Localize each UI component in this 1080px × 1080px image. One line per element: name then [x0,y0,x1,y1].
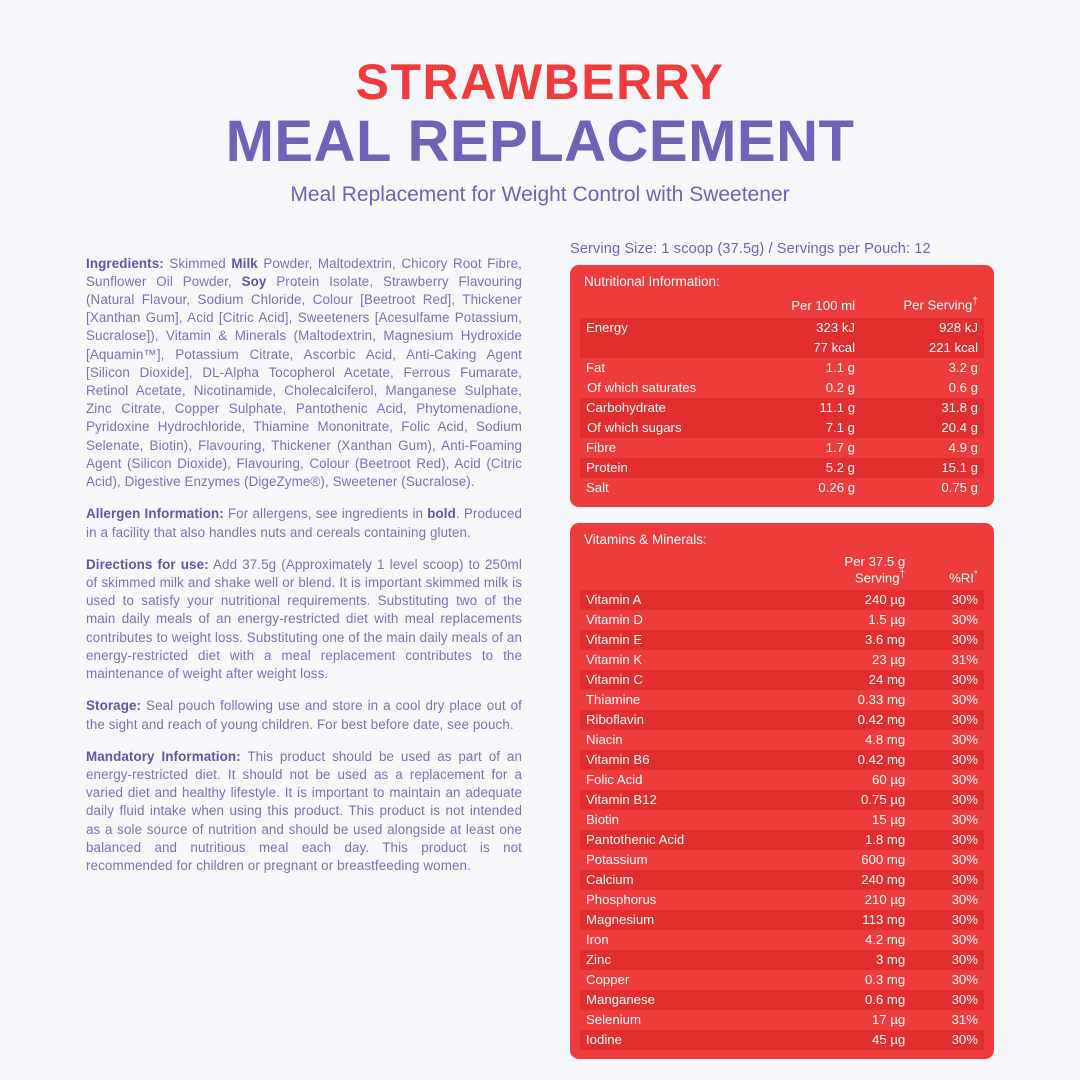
nutrient-name: Energy [580,318,753,338]
value-per-serving: 3.6 mg [790,630,911,650]
page-header [0,0,1080,207]
value-per-serving: 1.8 mg [790,830,911,850]
value-per-serving: 31.8 g [861,398,984,418]
table-header-row [580,552,984,590]
table-row [580,358,984,378]
value-per-serving: 0.33 mg [857,692,906,708]
table-row [580,830,984,850]
value-per-100ml: 77 kcal [753,338,861,358]
nutrient-name: Biotin [586,812,619,828]
column-header-name [580,552,790,590]
table-row [580,1010,984,1030]
table-row [580,730,984,750]
table-row [580,710,984,730]
nutrient-name: Of which saturates [587,380,697,396]
product-subtitle: Meal Replacement for Weight Control with Sweetener [290,183,790,207]
table-row [580,750,984,770]
table-row [580,378,984,398]
value-per-serving: 210 µg [864,892,906,908]
column-header-ri: %RI* [949,568,978,585]
value-per-serving: 24 mg [790,670,911,690]
left-column [86,241,522,889]
value-per-serving: 4.2 mg [864,932,906,948]
table-row [580,438,984,458]
storage-text: Seal pouch following use and store in a cool dry place out of the sight and reach of young children. For best before date, see pouch. [86,698,522,732]
value-ri-percent: 30% [951,692,978,708]
right-column [570,241,994,1075]
nutrient-name: Folic Acid [586,772,643,788]
table-row [580,1030,984,1050]
value-per-serving: 221 kcal [861,338,984,358]
table-row [580,790,984,810]
value-ri-percent: 30% [911,670,984,690]
value-per-serving: 3 mg [790,950,911,970]
value-per-serving: 20.4 g [861,418,984,438]
nutrient-name: Iodine [580,1030,790,1050]
nutritional-information-table [580,294,984,497]
mandatory-text: This product should be used as part of an energy-restricted diet. It should not be used as a replacement for a varied diet and healthy lifestyle. It is important to maintain an adequate daily fluid intake when using this product. This product is not intended as a sole source of nutrition and should be used alongside at least one balanced and nutritious meal each day. This product is not recommended for children or pregnant or breastfeeding women. [86,748,522,874]
allergen-paragraph [86,505,522,541]
value-ri-percent: 30% [911,950,984,970]
allergen-text: For allergens, see ingredients in bold. Produced in a facility that also handles nuts and cereals containing gluten. [86,506,523,540]
table-row [580,630,984,650]
mandatory-paragraph [86,748,522,876]
value-per-serving: 0.3 mg [864,972,906,988]
nutrient-name: Protein [580,458,753,478]
value-ri-percent: 30% [911,590,984,610]
value-ri-percent: 30% [951,892,978,908]
nutrient-name: Phosphorus [586,892,657,908]
column-header-per-serving: Per Serving† [903,296,978,313]
value-ri-percent: 30% [911,790,984,810]
nutrient-name: Vitamin K [586,652,643,668]
nutrient-name: Thiamine [586,692,641,708]
value-ri-percent: 30% [951,852,978,868]
directions-paragraph [86,556,522,684]
table-row [580,890,984,910]
table-row [580,458,984,478]
table-row [580,590,984,610]
table-row [580,770,984,790]
nutrient-name: Pantothenic Acid [580,830,790,850]
nutrient-name: Fibre [586,440,617,456]
nutrient-name: Manganese [580,990,790,1010]
table-row [580,690,984,710]
column-header-name [580,294,753,317]
table-header-row [580,294,984,317]
table-row [580,930,984,950]
nutrient-name: Vitamin D [586,612,643,628]
nutrient-name: Magnesium [580,910,790,930]
value-ri-percent: 30% [951,812,978,828]
table-row [580,910,984,930]
nutrient-name: Copper [586,972,630,988]
nutrient-name: Iron [586,932,609,948]
column-header-per-100ml: Per 100 ml [791,297,856,313]
value-per-serving: 15.1 g [861,458,984,478]
directions-text: Add 37.5g (Approximately 1 level scoop) to 250ml of skimmed milk and shake well or blend. It is important skimmed milk is used to satisfy your nutritional requirements. Substituting two of the main daily meals of an energy-restricted diet with meal replacements contributes to weight loss. Substituting one of the main daily meals of an energy-restricted diet with a meal replacement contributes to the maintenance of weight after weight loss. [86,556,522,682]
nutrient-name: Zinc [580,950,790,970]
product-name-title: MEAL REPLACEMENT [225,108,855,174]
directions-label: Directions for use: [86,556,209,572]
value-ri-percent: 30% [951,732,978,748]
table-row [580,870,984,890]
value-ri-percent: 30% [911,750,984,770]
table-row [580,850,984,870]
value-per-serving: 23 µg [872,652,906,668]
ingredients-paragraph [86,255,522,492]
mandatory-label: Mandatory Information: [86,748,241,764]
value-ri-percent: 31% [951,1012,978,1028]
nutrient-name: Vitamin E [580,630,790,650]
table-row [580,970,984,990]
nutrient-name: Vitamin B12 [580,790,790,810]
value-ri-percent: 30% [911,830,984,850]
table-row [580,670,984,690]
value-ri-percent: 30% [911,630,984,650]
nutrient-name: Fat [586,360,606,376]
value-per-100ml: 0.26 g [818,480,856,496]
value-ri-percent: 30% [951,772,978,788]
table-row [580,810,984,830]
value-per-serving: 0.6 g [948,380,978,396]
allergen-label: Allergen Information: [86,506,224,522]
value-per-100ml: 1.1 g [825,360,856,376]
table-row [580,478,984,498]
nutrient-name [580,338,753,358]
nutrient-name: Calcium [580,870,790,890]
nutritional-information-title: Nutritional Information: [584,274,720,290]
table-row [580,338,984,358]
table-row [580,610,984,630]
value-per-100ml: 1.7 g [825,440,856,456]
value-per-serving: 240 mg [790,870,911,890]
value-per-serving: 0.75 µg [790,790,911,810]
serving-size-line: Serving Size: 1 scoop (37.5g) / Servings per Pouch: 12 [570,241,931,258]
nutritional-table-body [580,318,984,498]
value-per-serving: 60 µg [872,772,906,788]
nutrient-name: Of which sugars [580,418,753,438]
value-per-serving: 240 µg [790,590,911,610]
table-row [580,418,984,438]
table-row [580,650,984,670]
storage-label: Storage: [86,698,142,714]
value-ri-percent: 30% [911,710,984,730]
nutrient-name: Carbohydrate [580,398,753,418]
table-row [580,950,984,970]
value-per-serving: 0.42 mg [790,750,911,770]
value-ri-percent: 30% [911,1030,984,1050]
nutrient-name: Salt [586,480,609,496]
value-per-serving: 15 µg [872,812,906,828]
value-per-100ml: 0.2 g [825,380,856,396]
value-ri-percent: 31% [951,652,978,668]
value-per-100ml: 323 kJ [753,318,861,338]
value-per-serving: 4.8 mg [864,732,906,748]
value-per-serving: 4.9 g [948,440,978,456]
value-per-serving: 928 kJ [861,318,984,338]
value-per-serving: 1.5 µg [868,612,906,628]
nutrient-name: Vitamin A [580,590,790,610]
nutrient-name: Riboflavin [580,710,790,730]
value-per-serving: 113 mg [790,910,911,930]
vitamins-minerals-panel [570,523,994,1059]
table-row [580,990,984,1010]
vitamins-minerals-table [580,552,984,1050]
nutrient-name: Potassium [586,852,648,868]
table-row [580,318,984,338]
vitamins-minerals-title: Vitamins & Minerals: [584,531,707,547]
content-columns [0,207,1080,1075]
ingredients-text: Skimmed Milk Powder, Maltodextrin, Chicory Root Fibre, Sunflower Oil Powder, Soy Protein Isolate, Strawberry Flavouring (Natural Flavour, Sodium Chloride, Colour [Beetroot Red], Thickener [Xanthan Gum], Acid [Citric Acid], Sweeteners [Acesulfame Potassium, Sucralose]), Vitamin & Minerals (Maltodextrin, Magnesium Hydroxide [Aquamin™], Potassium Citrate, Ascorbic Acid, Anti-Caking Agent [Silicon Dioxide], DL-Alpha Tocopherol Acetate, Ferrous Fumarate, Retinol Acetate, Nicotinamide, Cholecalciferol, Manganese Sulphate, Zinc Citrate, Copper Sulphate, Pantothenic Acid, Phytomenadione, Pyridoxine Hydrochloride, Thiamine Mononitrate, Folic Acid, Sodium Selenate, Biotin), Flavouring, Thickener (Xanthan Gum), Anti-Foaming Agent (Silicon Dioxide), Flavouring, Colour (Beetroot Red), Acid (Citric Acid), Digestive Enzymes (DigeZyme®), Sweetener (Sucralose). [86,255,523,490]
value-ri-percent: 30% [911,910,984,930]
product-flavour-title: STRAWBERRY [355,54,725,110]
value-per-serving: 45 µg [790,1030,911,1050]
column-header-per-serving: Per 37.5 g Serving† [844,553,906,585]
value-ri-percent: 30% [911,990,984,1010]
value-ri-percent: 30% [911,870,984,890]
ingredients-label: Ingredients: [86,255,164,271]
value-per-serving: 0.42 mg [790,710,911,730]
value-per-100ml: 7.1 g [753,418,861,438]
nutrient-name: Selenium [586,1012,641,1028]
value-ri-percent: 30% [951,932,978,948]
value-per-100ml: 11.1 g [753,398,861,418]
value-per-serving: 3.2 g [948,360,978,376]
value-per-100ml: 5.2 g [753,458,861,478]
value-per-serving: 17 µg [872,1012,906,1028]
value-ri-percent: 30% [951,612,978,628]
nutrient-name: Vitamin B6 [580,750,790,770]
value-ri-percent: 30% [951,972,978,988]
value-per-serving: 0.75 g [941,480,978,496]
storage-paragraph [86,697,522,733]
vitamins-table-body [580,590,984,1050]
nutritional-information-panel [570,265,994,506]
nutrient-name: Niacin [586,732,623,748]
value-per-serving: 0.6 mg [790,990,911,1010]
value-per-serving: 600 mg [861,852,906,868]
nutrient-name: Vitamin C [580,670,790,690]
table-row [580,398,984,418]
